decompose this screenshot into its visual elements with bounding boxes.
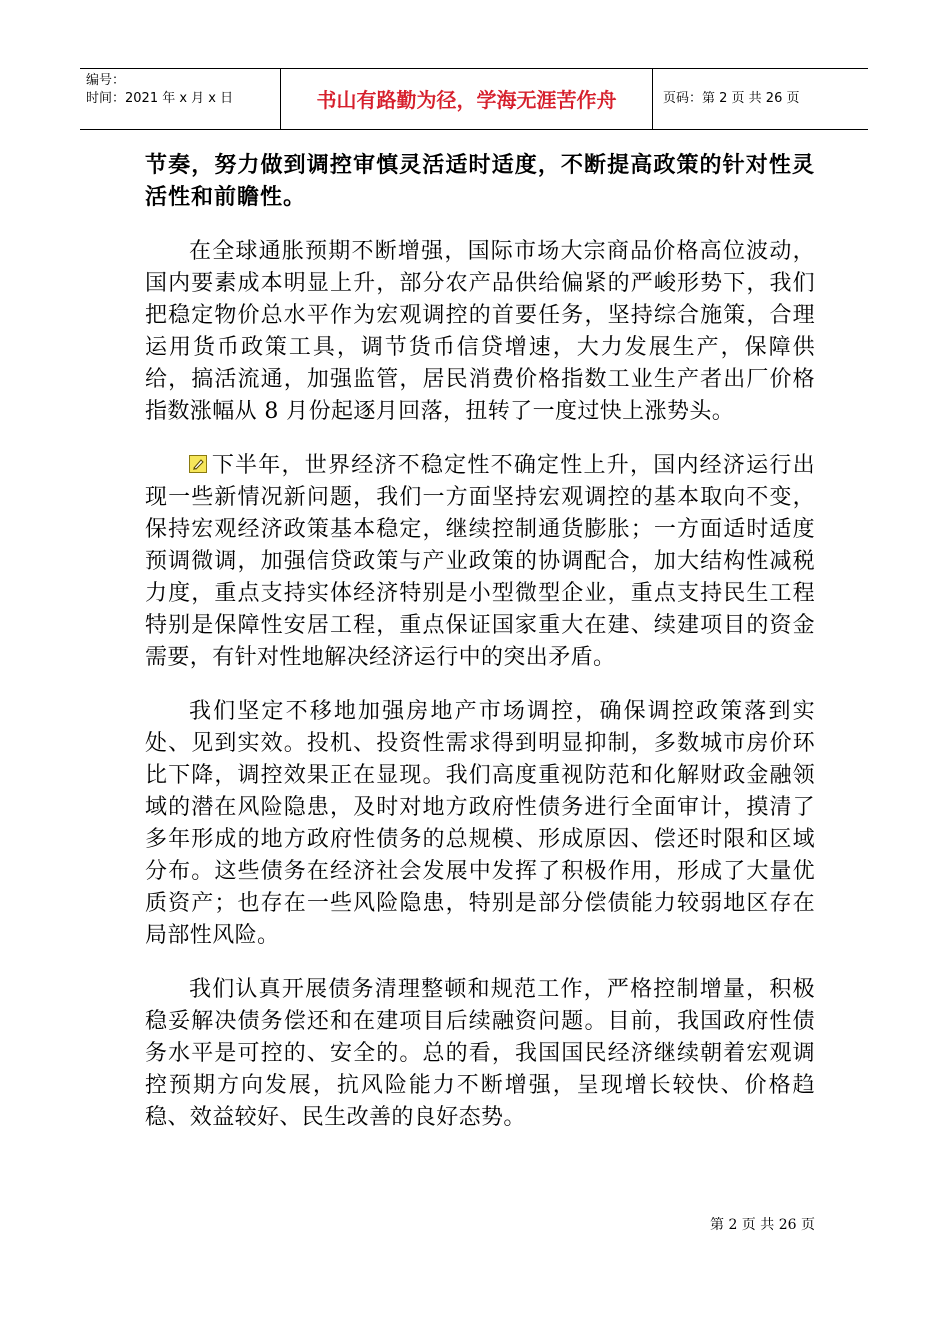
header-page-cell <box>653 69 868 129</box>
header-page-number: 页码：第 2 页 共 26 页 <box>663 91 800 106</box>
paragraph-debt-management: 我们认真开展债务清理整顿和规范工作，严格控制增量，积极稳妥解决债务偿还和在建项目后续融资问题。目前，我国政府性债务水平是可控的、安全的。总的看，我国国民经济继续朝着宏观调控预期方向发展，抗风险能力不断增强，呈现增长较快、价格趋稳、效益较好、民生改善的良好态势。 <box>145 977 815 1130</box>
paragraph-real-estate: 我们坚定不移地加强房地产市场调控，确保调控政策落到实处、见到实效。投机、投资性需求得到明显抑制，多数城市房价环比下降，调控效果正在显现。我们高度重视防范和化解财政金融领域的潜在风险隐患，及时对地方政府性债务进行全面审计，摸清了多年形成的地方政府性债务的总规模、形成原因、偿还时限和区域分布。这些债务在经济社会发展中发挥了积极作用，形成了大量优质资产；也存在一些风险隐患，特别是部分偿债能力较弱地区存在局部性风险。 <box>145 699 815 948</box>
lead-paragraph: 节奏，努力做到调控审慎灵活适时适度，不断提高政策的针对性灵活性和前瞻性。 <box>145 153 815 210</box>
document-body <box>145 150 815 1134</box>
document-number-label: 编号： <box>86 73 126 88</box>
header-motto-cell <box>281 69 653 129</box>
paragraph-price-stability: 在全球通胀预期不断增强，国际市场大宗商品价格高位波动，国内要素成本明显上升，部分农产品供给偏紧的严峻形势下，我们把稳定物价总水平作为宏观调控的首要任务，坚持综合施策，合理运用货币政策工具，调节货币信贷增速，大力发展生产，保障供给，搞活流通，加强监管，居民消费价格指数工业生产者出厂价格指数涨幅从 8 月份起逐月回落，扭转了一度过快上涨势头。 <box>145 239 815 424</box>
page-footer-number: 第 2 页 共 26 页 <box>710 1217 815 1233</box>
document-date: 时间：2021 年 x 月 x 日 <box>86 91 234 106</box>
paragraph-second-half-text: 下半年，世界经济不稳定性不确定性上升，国内经济运行出现一些新情况新问题，我们一方面坚持宏观调控的基本取向不变，保持宏观经济政策基本稳定，继续控制通货膨胀；一方面适时适度预调微调，加强信贷政策与产业政策的协调配合，加大结构性减税力度，重点支持实体经济特别是小型微型企业，重点支持民生工程特别是保障性安居工程，重点保证国家重大在建、续建项目的资金需要，有针对性地解决经济运行中的突出矛盾。 <box>145 453 815 670</box>
comment-note-icon[interactable] <box>189 455 207 473</box>
header-meta-cell <box>80 69 281 129</box>
paragraph-second-half <box>145 450 815 674</box>
page-header <box>80 68 868 130</box>
header-motto: 书山有路勤为径，学海无涯苦作舟 <box>316 88 617 112</box>
